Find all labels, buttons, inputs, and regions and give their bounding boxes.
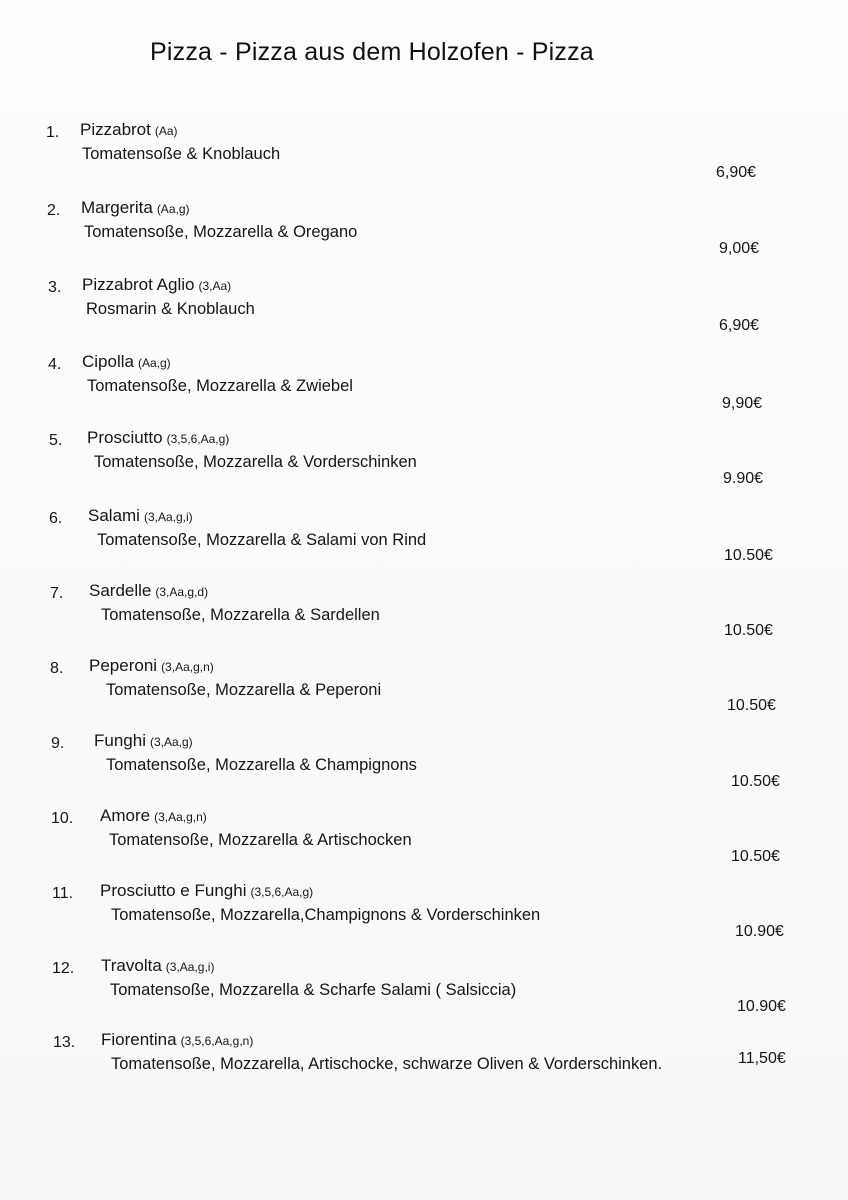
item-name: Amore: [100, 806, 151, 825]
item-description: Tomatensoße & Knoblauch: [82, 145, 281, 163]
item-number: 7.: [50, 585, 64, 602]
item-description: Tomatensoße, Mozzarella & Peperoni: [106, 681, 382, 699]
item-description: Tomatensoße, Mozzarella, Artischocke, schwarze Oliven & Vorderschinken.: [111, 1055, 663, 1073]
item-name-line: [82, 352, 171, 372]
item-name: Sardelle: [89, 581, 152, 600]
menu-item: [0, 352, 848, 428]
item-description: Rosmarin & Knoblauch: [86, 300, 255, 318]
menu-item: [0, 881, 848, 957]
item-allergen-codes: (3,Aa,g,i): [165, 960, 215, 974]
item-name-line: [94, 731, 193, 751]
item-name-line: [88, 506, 193, 526]
menu-item: [0, 806, 848, 882]
item-name-line: [80, 120, 178, 140]
item-number: 1.: [46, 124, 60, 141]
menu-item: [0, 731, 848, 807]
item-name: Funghi: [94, 731, 146, 750]
item-allergen-codes: (3,5,6,Aa,g,n): [180, 1034, 254, 1048]
item-number: 3.: [48, 279, 62, 296]
item-name: Pizzabrot: [80, 120, 151, 139]
item-description: Tomatensoße, Mozzarella & Oregano: [84, 223, 358, 241]
item-allergen-codes: (3,Aa,g,n): [161, 660, 214, 674]
item-name: Pizzabrot Aglio: [82, 275, 195, 294]
item-name: Fiorentina: [101, 1030, 177, 1049]
item-name-line: [82, 275, 231, 295]
item-number: 9.: [51, 735, 65, 752]
item-price: 10.50€: [731, 773, 780, 790]
item-number: 8.: [50, 660, 64, 677]
item-name-line: [100, 806, 207, 826]
item-name: Margerita: [81, 198, 153, 217]
item-allergen-codes: (3,Aa,g,i): [143, 510, 193, 524]
item-allergen-codes: (3,Aa,g): [149, 735, 193, 749]
menu-item: [0, 428, 848, 504]
menu-item: [0, 1030, 848, 1106]
item-price: 11,50€: [738, 1050, 786, 1067]
item-price: 10.90€: [737, 998, 786, 1015]
item-description: Tomatensoße, Mozzarella,Champignons & Vorderschinken: [111, 906, 541, 924]
item-allergen-codes: (Aa): [154, 124, 178, 138]
menu-item: [0, 656, 848, 732]
item-name-line: [101, 956, 214, 976]
item-description: Tomatensoße, Mozzarella & Sardellen: [101, 606, 380, 624]
item-name-line: [87, 428, 229, 448]
item-price: 10.50€: [731, 848, 780, 865]
item-number: 5.: [49, 432, 63, 449]
item-name-line: [100, 881, 313, 901]
item-number: 2.: [47, 202, 61, 219]
item-name-line: [89, 656, 214, 676]
item-price: 9,00€: [719, 240, 760, 257]
menu-item: [0, 581, 848, 657]
item-name-line: [81, 198, 190, 218]
item-number: 6.: [49, 510, 63, 527]
item-price: 6,90€: [719, 317, 760, 334]
item-allergen-codes: (Aa,g): [156, 202, 190, 216]
item-description: Tomatensoße, Mozzarella & Champignons: [106, 756, 417, 774]
item-name-line: [101, 1030, 253, 1050]
item-number: 4.: [48, 356, 62, 373]
item-allergen-codes: (3,5,6,Aa,g): [166, 432, 230, 446]
menu-item: [0, 275, 848, 351]
item-description: Tomatensoße, Mozzarella & Artischocken: [109, 831, 412, 849]
item-number: 11.: [52, 885, 74, 902]
item-number: 13.: [53, 1034, 76, 1051]
item-allergen-codes: (3,Aa,g,d): [155, 585, 209, 599]
item-description: Tomatensoße, Mozzarella & Zwiebel: [87, 377, 353, 395]
item-allergen-codes: (3,Aa): [198, 279, 232, 293]
item-name-line: [89, 581, 208, 601]
menu-title: Pizza - Pizza aus dem Holzofen - Pizza: [150, 38, 594, 66]
item-allergen-codes: (3,Aa,g,n): [154, 810, 207, 824]
item-description: Tomatensoße, Mozzarella & Vorderschinken: [94, 453, 417, 471]
item-description: Tomatensoße, Mozzarella & Scharfe Salami ( Salsiccia): [110, 981, 517, 999]
item-allergen-codes: (Aa,g): [137, 356, 171, 370]
item-price: 10.50€: [724, 547, 773, 564]
item-price: 9,90€: [722, 395, 763, 412]
item-name: Prosciutto e Funghi: [100, 881, 247, 900]
item-price: 10.50€: [724, 622, 773, 639]
item-price: 9.90€: [723, 470, 764, 487]
item-description: Tomatensoße, Mozzarella & Salami von Rind: [97, 531, 427, 549]
menu-item: [0, 198, 848, 274]
item-name: Travolta: [101, 956, 162, 975]
item-price: 6,90€: [716, 164, 757, 181]
item-name: Prosciutto: [87, 428, 163, 447]
menu-item: [0, 956, 848, 1032]
item-price: 10.50€: [727, 697, 776, 714]
item-name: Cipolla: [82, 352, 134, 371]
item-number: 12.: [52, 960, 75, 977]
item-price: 10.90€: [735, 923, 784, 940]
item-name: Peperoni: [89, 656, 158, 675]
item-number: 10.: [51, 810, 74, 827]
item-allergen-codes: (3,5,6,Aa,g): [250, 885, 314, 899]
item-name: Salami: [88, 506, 140, 525]
menu-item: [0, 120, 848, 196]
menu-item: [0, 506, 848, 582]
